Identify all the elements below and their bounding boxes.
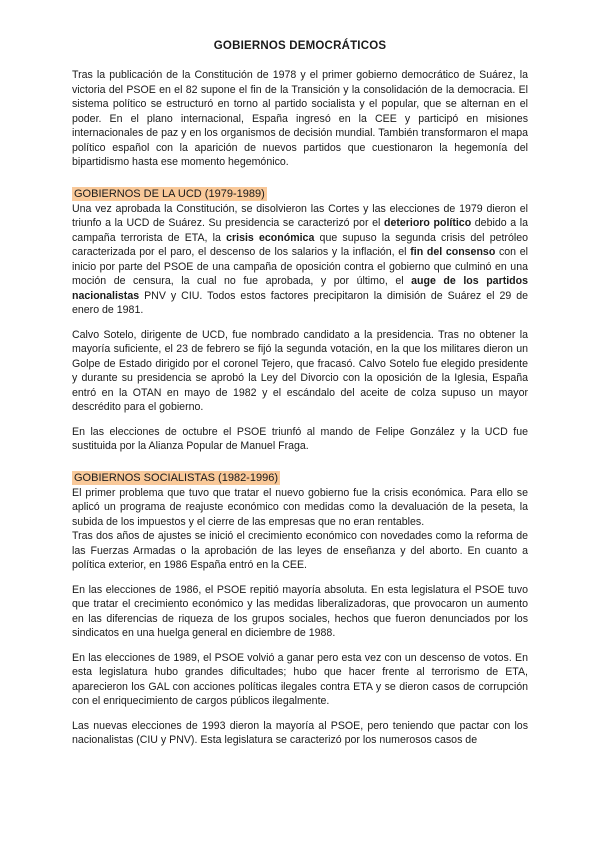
section-heading-socialistas: GOBIERNOS SOCIALISTAS (1982-1996) [74,471,278,484]
section-heading-ucd: GOBIERNOS DE LA UCD (1979-1989) [74,187,265,200]
bold-term: crisis económica [226,231,315,244]
psoe-paragraph-2: Tras dos años de ajustes se inició el crecimiento económico con novedades como la reforma de las Fuerzas Armadas o la aprobación de las leyes de enseñanza y del aborto. En cuanto a política exterior, en 1986 España entró en la CEE. [72,530,528,571]
bold-term: deterioro político [383,217,472,229]
psoe-paragraph-1: El primer problema que tuvo que tratar el nuevo gobierno fue la crisis económica. Para ello se aplicó un programa de reajuste económico con medidas como la devaluación de la peseta, la subida de los impuestos y el cierre de las empresas que no eran rentables. [72,486,528,528]
psoe-paragraph-4: En las elecciones de 1989, el PSOE volvió a ganar pero esta vez con un descenso de votos. En esta legislatura hubo grandes dificultades; hubo que hacer frente al terrorismo de ETA, aparecieron los GAL con acciones políticas ilegales contra ETA y se dieron casos de corrupción con el enriquecimiento de cargos públicos ilegalmente. [72,651,528,707]
ucd-paragraph-1: Una vez aprobada la Constitución, se disolvieron las Cortes y las elecciones de 1979 dieron el triunfo a la UCD de Suárez. Su presidencia se caracterizó por el deterioro político debido a la campaña terrorista de ETA, la crisis económica que supuso la segunda crisis del petróleo caracterizada por el paro, el descenso de los salarios y la inflación, el fin del consenso con el inicio por parte del PSOE de una campaña de oposición contra el gobierno que culminó en una moción de censura, la cual no fue aprobada, y por último, el auge de los partidos nacionalistas PNV y CIU. Todos estos factores precipitaron la dimisión de Suárez el 29 de enero de 1981. [72,202,528,316]
bold-term: auge de los partidos nacionalistas [72,275,528,302]
psoe-paragraph-3: En las elecciones de 1986, el PSOE repitió mayoría absoluta. En esta legislatura el PSOE tuvo que tratar el crecimiento económico y las medidas liberalizadoras, que provocaron un aumento en las diferencias de riqueza de los grupos sociales, hechos que fueron denunciados por los sindicatos en una huelga general en diciembre de 1988. [72,583,528,639]
ucd-paragraph-3: En las elecciones de octubre el PSOE triunfó al mando de Felipe González y la UCD fue sustituida por la Alianza Popular de Manuel Fraga. [72,425,528,452]
ucd-paragraph-2: Calvo Sotelo, dirigente de UCD, fue nombrado candidato a la presidencia. Tras no obtener la mayoría suficiente, el 23 de febrero se fijó la segunda votación, en la que los militares dieron un Golpe de Estado dirigido por el coronel Tejero, que fracasó. Calvo Sotelo fue elegido presidente y durante su presidencia se aprobó la Ley del Divorcio con la oposición de la Iglesia, España entró en la OTAN en mayo de 1982 y el escándalo del aceite de colza supuso un mayor descrédito para el gobierno. [72,328,528,413]
document-title: GOBIERNOS DEMOCRÁTICOS [213,40,387,52]
bold-term: fin del consenso [410,246,496,258]
psoe-paragraph-5: Las nuevas elecciones de 1993 dieron la mayoría al PSOE, pero teniendo que pactar con los nacionalistas (CIU y PNV). Esta legislatura se caracterizó por los numerosos casos de [72,719,528,746]
intro-paragraph: Tras la publicación de la Constitución de 1978 y el primer gobierno democrático de Suárez, la victoria del PSOE en el 82 supone el fin de la Transición y la consolidación de la democracia. El sistema político se estructuró en torno al partido socialista y el popular, que se alternan en el poder. En el plano internacional, España ingresó en la CEE y participó en misiones internacionales de paz y en los organismos de decisión mundial. También transformaron el mapa político español con la aparición de nuevos partidos que cuestionaron la hegemonía del bipartidismo hasta ese momento hegemónico. [72,69,528,168]
